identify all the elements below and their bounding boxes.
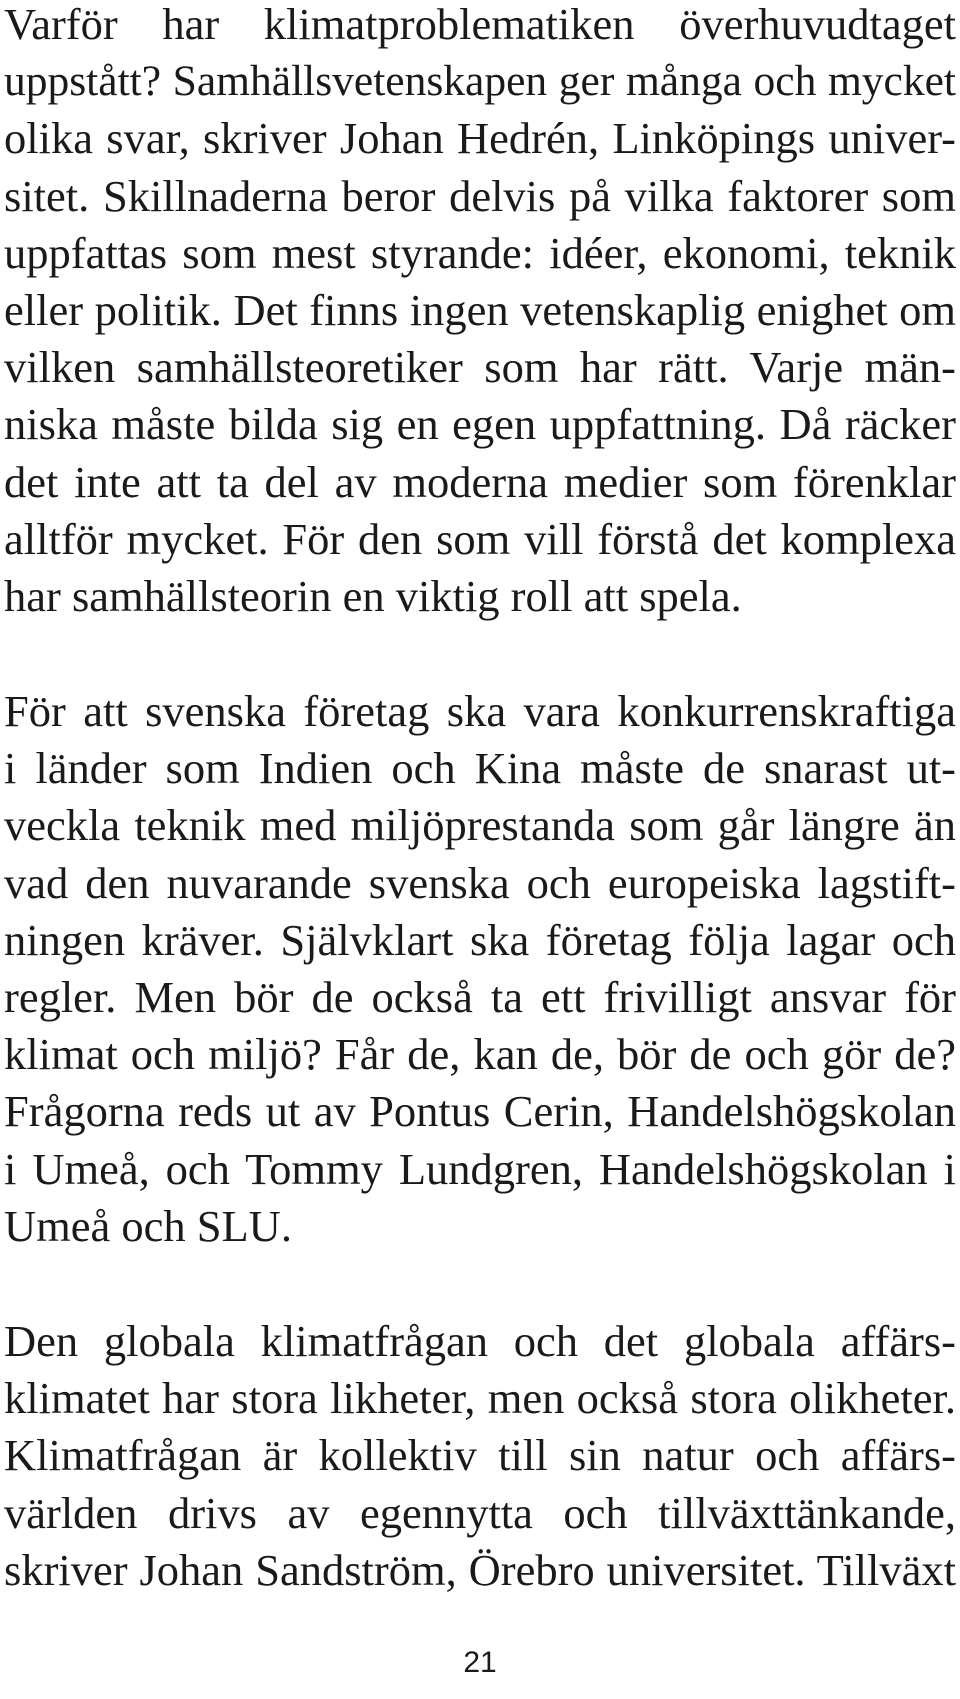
paragraph-1 — [4, 0, 956, 625]
text-line: i Umeå, och Tommy Lundgren, Handelshögskolan i — [4, 1143, 956, 1194]
text-line: klimatet har stora likheter, men också stora olikheter. — [4, 1373, 956, 1424]
text-line: världen drivs av egennytta och tillväxttänkande, — [4, 1487, 956, 1538]
text-line: veckla teknik med miljöprestanda som går längre än — [4, 800, 956, 851]
text-line: skriver Johan Sandström, Örebro universitet. Tillväxt — [4, 1544, 956, 1595]
text-line: vilken samhällsteoretiker som har rätt. Varje män- — [4, 342, 956, 393]
text-line: det inte att ta del av moderna medier som förenklar — [4, 456, 956, 507]
text-line: Klimatfrågan är kollektiv till sin natur och affärs- — [4, 1430, 956, 1481]
text-line: regler. Men bör de också ta ett frivilligt ansvar för — [4, 972, 956, 1023]
text-line: i länder som Indien och Kina måste de snarast ut- — [4, 743, 956, 794]
text-line: Den globala klimatfrågan och det globala affärs- — [4, 1316, 956, 1366]
text-line: ningen kräver. Självklart ska företag följa lagar och — [4, 914, 956, 965]
text-line: har samhällsteorin en viktig roll att spela. — [4, 571, 742, 622]
text-line: eller politik. Det finns ingen vetenskaplig enighet om — [4, 285, 956, 336]
text-line: sitet. Skillnaderna beror delvis på vilka faktorer som — [4, 170, 956, 221]
paragraph-3 — [4, 1313, 956, 1599]
text-line: Varför har klimatproblematiken överhuvudtaget — [4, 0, 956, 49]
text-line: Frågorna reds ut av Pontus Cerin, Handelshögskolan — [4, 1086, 956, 1137]
text-line: Umeå och SLU. — [4, 1200, 292, 1251]
text-line: För att svenska företag ska vara konkurrenskraftiga — [4, 686, 956, 736]
text-line: niska måste bilda sig en egen uppfattning. Då räcker — [4, 399, 956, 450]
text-line: olika svar, skriver Johan Hedrén, Linköpings univer- — [4, 113, 956, 164]
text-line: uppfattas som mest styrande: idéer, ekonomi, teknik — [4, 227, 956, 278]
text-line: klimat och miljö? Får de, kan de, bör de och gör de? — [4, 1029, 956, 1080]
text-line: alltför mycket. För den som vill förstå det komplexa — [4, 513, 956, 564]
page-number: 21 — [463, 1646, 497, 1679]
text-line: vad den nuvarande svenska och europeiska lagstift- — [4, 857, 956, 908]
text-line: uppstått? Samhällsvetenskapen ger många och mycket — [4, 57, 956, 106]
paragraph-2 — [4, 683, 956, 1255]
